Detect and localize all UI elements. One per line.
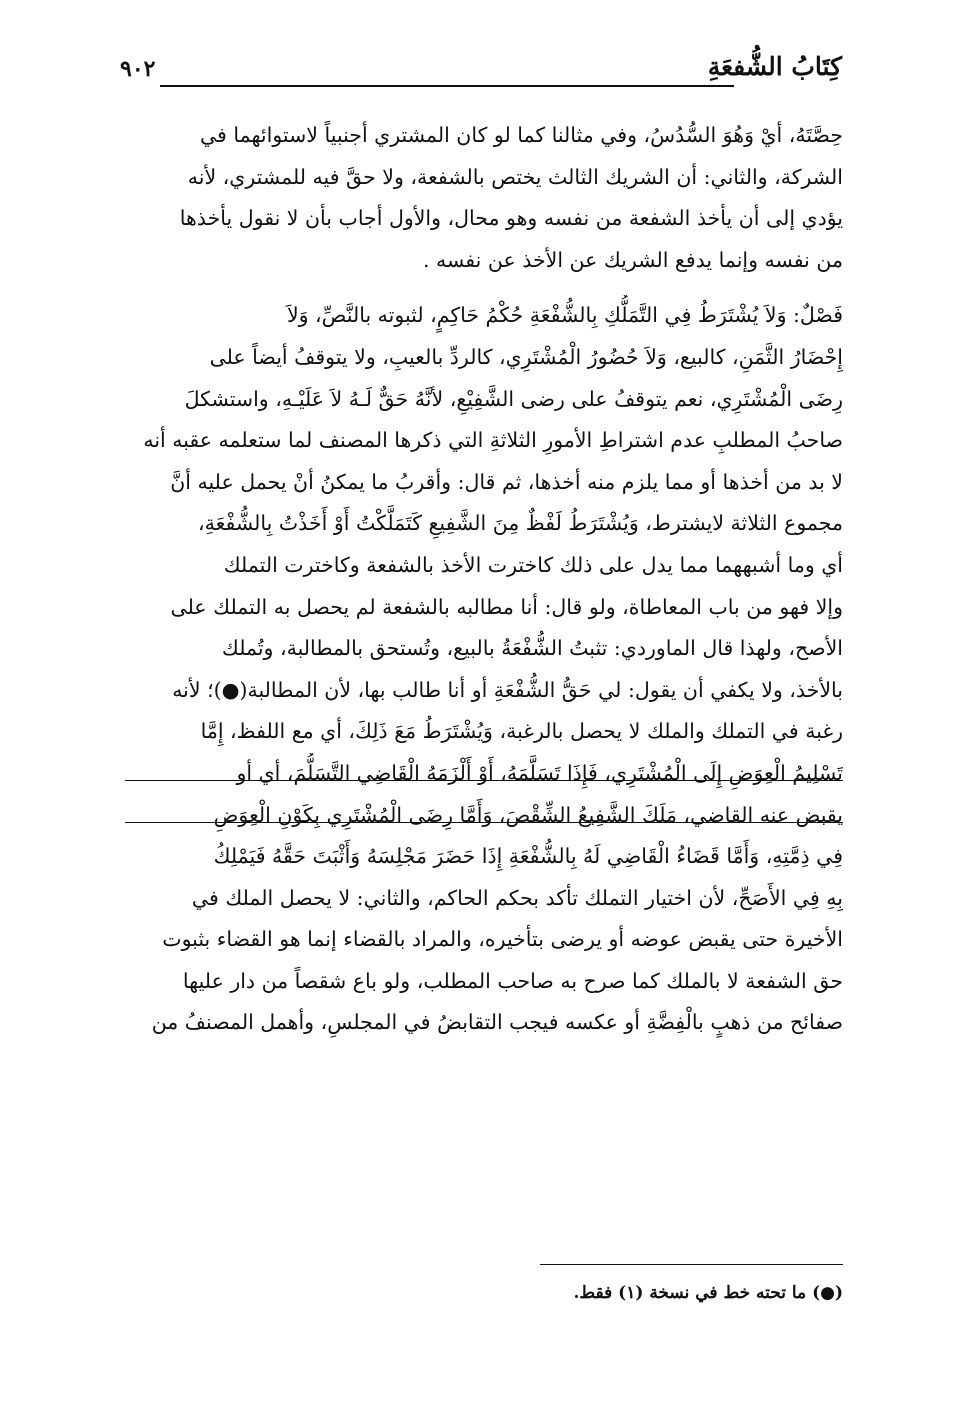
text-line: رغبة في التملك والملك لا يحصل بالرغبة، وَيُشْتَرَطُ مَعَ ذَلِكَ، أي مع اللفظ، إِمَّا: [200, 719, 843, 744]
text-line: بالأخذ، ولا يكفي أن يقول: لي حَقُّ الشُّفْعَةِ أو أنا طالب بها، لأن المطالبة(●)؛ لأنه: [172, 677, 843, 702]
text-line: بِهِ فِي الأَصَحِّ، لأن اختيار التملك تأكد بحكم الحاكم، والثاني: لا يحصل الملك في: [191, 885, 843, 910]
text-line: فَصْلٌ: وَلاَ يُشْتَرَطُ فِي التَّمَلُّكِ بِالشُّفْعَةِ حُكْمُ حَاكِمٍ، لثبوته بالنَّصِّ، وَلاَ: [286, 303, 843, 328]
underline-rule: [125, 822, 843, 823]
text-line: تَسْلِيمُ الْعِوَضِ إِلَى الْمُشْتَرِي، فَإِذَا تَسَلَّمَهُ، أَوْ أَلْزَمَهُ الْقَاضِي التَّسَلُّمَ، أي أو: [236, 760, 843, 785]
page-header: [120, 52, 842, 90]
underline-rule: [125, 780, 843, 781]
running-title: كِتَابُ الشُّفعَةِ: [707, 52, 842, 81]
paragraph-2: [125, 295, 843, 1044]
text-line: حق الشفعة لا بالملك كما صرح به صاحب المطلب، ولو باع شقصاً من دار عليها: [182, 968, 843, 993]
text-line: الأخيرة حتى يقبض عوضه أو يرضى بتأخيره، والمراد بالقضاء إنما هو القضاء بثبوت: [162, 927, 843, 952]
text-line: من نفسه وإنما يدفع الشريك عن الأخذ عن نفسه .: [422, 247, 843, 272]
page-number: ٩٠٢: [120, 56, 156, 82]
text-line: رِضَى الْمُشْتَرِي، نعم يتوقفُ على رضى الشَّفِيْعِ، لأنَّهُ حَقٌّ لَـهُ لاَ عَلَيْـهِ، واستشكلَ: [184, 386, 843, 411]
text-line: الشركة، والثاني: أن الشريك الثالث يختص بالشفعة، ولا حقَّ فيه للمشتري، لأنه: [187, 164, 843, 189]
text-line: الأصح، ولهذا قال الماوردي: تثبتُ الشُّفْعَةُ بالبيع، وتُستحق بالمطالبة، وتُملك: [221, 636, 843, 661]
text-line: صاحبُ المطلبِ عدم اشتراطِ الأمورِ الثلاثةِ التي ذكرها المصنف لما ستعلمه عقبه أنه: [143, 428, 843, 453]
text-line: مجموع الثلاثة لايشترط، وَيُشْتَرَطُ لَفْظٌ مِنَ الشَّفِيعِ كَتَمَلَّكْتُ أَوْ أَخَذْتُ بِالشُّفْعَةِ،: [198, 511, 843, 536]
text-line: لا بد من أخذها أو مما يلزم منه أخذها، ثم قال: وأقربُ ما يمكنُ أنْ يحمل عليه أنَّ: [170, 469, 843, 494]
text-line: فِي ذِمَّتِهِ، وَأَمَّا قَضَاءُ الْقَاضِي لَهُ بِالشُّفْعَةِ إِذَا حَضَرَ مَجْلِسَهُ وَأَثْبَتَ حَقَّهُ فَيَمْلِكُ: [213, 844, 843, 869]
text-line: حِصَّتَهُ، أيْ وَهُوَ السُّدُسُ، وفي مثالنا كما لو كان المشتري أجنبياً لاستوائهما في: [199, 123, 843, 147]
text-line: وإلا فهو من باب المعاطاة، ولو قال: أنا مطالبه بالشفعة لم يحصل به التملك على: [170, 594, 843, 619]
text-line: يقبض عنه القاضي، مَلَكَ الشَّفِيعُ الشِّقْصَ، وَأَمَّا رِضَى الْمُشْتَرِي بِكَوْنِ الْعِوَضِ: [213, 802, 843, 827]
footnote-rule: [540, 1264, 843, 1265]
main-text: [125, 115, 843, 1044]
paragraph-1: [125, 115, 843, 281]
header-rule: [160, 85, 734, 87]
text-line: إِحْضَارُ الثَّمَنِ، كالبيع، وَلاَ حُضُورُ الْمُشْتَرِي، كالردِّ بالعيبِ، ولا يتوقفُ أيضاً على: [209, 344, 843, 369]
text-line: يؤدي إلى أن يأخذ الشفعة من نفسه وهو محال، والأول أجاب بأن لا نقول يأخذها: [179, 206, 843, 231]
text-line: صفائح من ذهبٍ بالْفِضَّةِ أو عكسه فيجب التقابضُ في المجلسِ، وأهمل المصنفُ من: [151, 1010, 843, 1035]
footnote: (●) ما تحته خط في نسخة (١) فقط.: [573, 1283, 843, 1303]
text-line: أي وما أشبههما مما يدل على ذلك كاخترت الأخذ بالشفعة وكاخترت التملك: [223, 552, 843, 577]
